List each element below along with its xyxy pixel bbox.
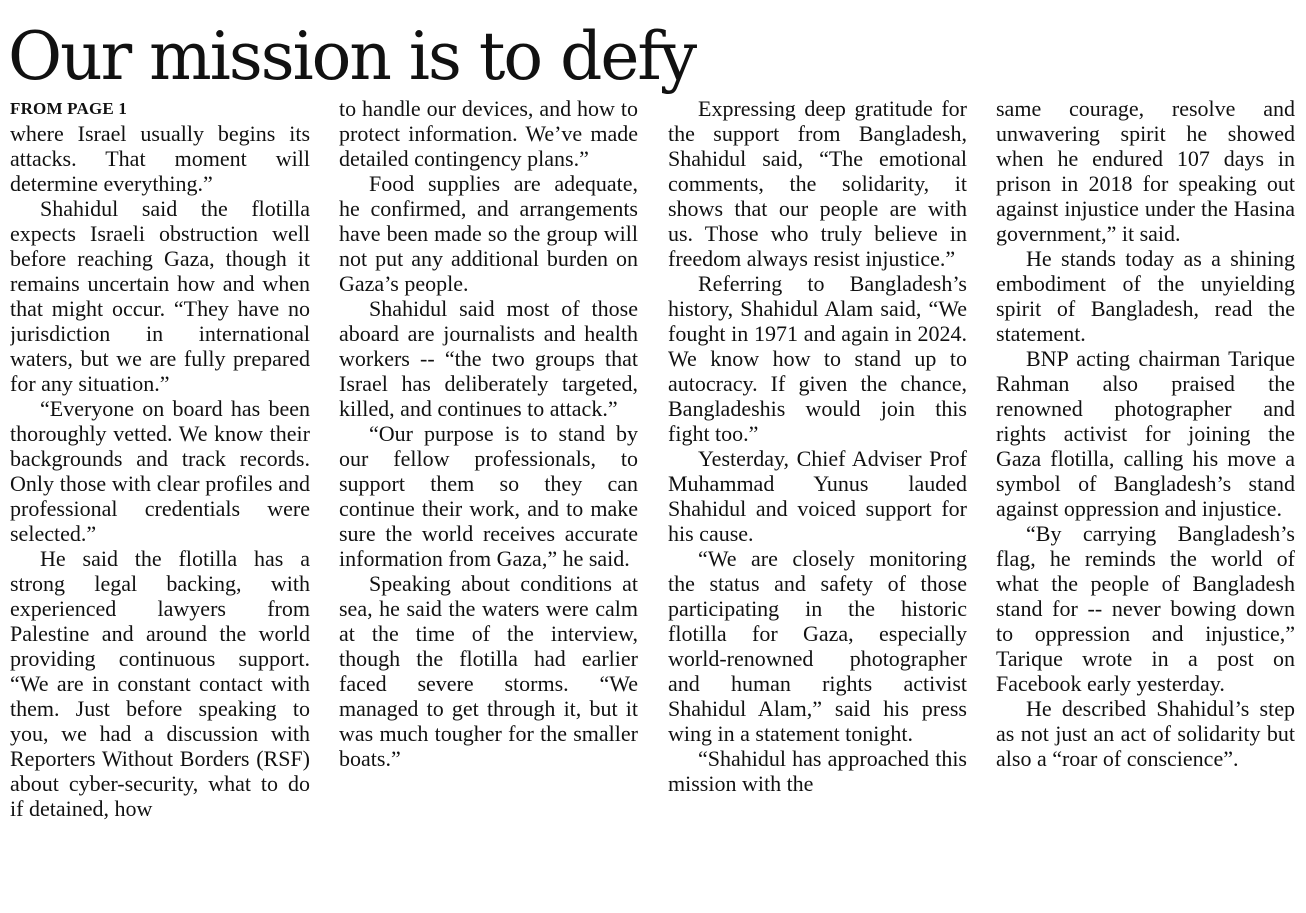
article-column-3: [668, 96, 967, 908]
article-column-4: [996, 96, 1295, 908]
paragraph: “By carrying Bangladesh’s flag, he reminds the world of what the people of Bangladesh stand for -- never bowing down to oppression and injustice,” Tarique wrote in a post on Facebook early yesterday.: [996, 521, 1295, 696]
paragraph: “Everyone on board has been thoroughly vetted. We know their backgrounds and track records. Only those with clear profiles and professional credentials were selected.”: [10, 396, 310, 546]
paragraph: BNP acting chairman Tarique Rahman also praised the renowned photographer and rights activist for joining the Gaza flotilla, calling his move a symbol of Bangladesh’s stand against oppression and injustice.: [996, 346, 1295, 521]
paragraph: where Israel usually begins its attacks. That moment will determine everything.”: [10, 121, 310, 196]
paragraph: same courage, resolve and unwavering spirit he showed when he endured 107 days in prison in 2018 for speaking out against injustice under the Hasina government,” it said.: [996, 96, 1295, 246]
paragraph: Shahidul said most of those aboard are journalists and health workers -- “the two groups that Israel has deliberately targeted, killed, and continues to attack.”: [339, 296, 638, 421]
paragraph: to handle our devices, and how to protect information. We’ve made detailed contingency plans.”: [339, 96, 638, 171]
paragraph: He stands today as a shining embodiment of the unyielding spirit of Bangladesh, read the statement.: [996, 246, 1295, 346]
article-column-1: [10, 96, 310, 908]
paragraph: Shahidul said the flotilla expects Israeli obstruction well before reaching Gaza, though it remains uncertain how and when that might occur. “They have no jurisdiction in international waters, but we are fully prepared for any situation.”: [10, 196, 310, 396]
dateline: FROM PAGE 1: [10, 99, 128, 118]
paragraph: “Shahidul has approached this mission with the: [668, 746, 967, 796]
paragraph: Expressing deep gratitude for the support from Bangladesh, Shahidul said, “The emotional comments, the solidarity, it shows that our people are with us. Those who truly believe in freedom always resist injustice.”: [668, 96, 967, 271]
paragraph: Yesterday, Chief Adviser Prof Muhammad Yunus lauded Shahidul and voiced support for his cause.: [668, 446, 967, 546]
paragraph: Food supplies are adequate, he confirmed, and arrangements have been made so the group will not put any additional burden on Gaza’s people.: [339, 171, 638, 296]
paragraph: He said the flotilla has a strong legal backing, with experienced lawyers from Palestine and around the world providing continuous support. “We are in constant contact with them. Just before speaking to you, we had a discussion with Reporters Without Borders (RSF) about cyber-security, what to do if detained, how: [10, 546, 310, 821]
article-headline: Our mission is to defy: [8, 18, 696, 95]
paragraph: He described Shahidul’s step as not just an act of solidarity but also a “roar of conscience”.: [996, 696, 1295, 771]
article-column-2: [339, 96, 638, 908]
paragraph: “Our purpose is to stand by our fellow professionals, to support them so they can continue their work, and to make sure the world receives accurate information from Gaza,” he said.: [339, 421, 638, 571]
paragraph: “We are closely monitoring the status and safety of those participating in the historic flotilla for Gaza, especially world-renowned photographer and human rights activist Shahidul Alam,” said his press wing in a statement tonight.: [668, 546, 967, 746]
paragraph: Referring to Bangladesh’s history, Shahidul Alam said, “We fought in 1971 and again in 2024. We know how to stand up to autocracy. If given the chance, Bangladeshis would join this fight too.”: [668, 271, 967, 446]
paragraph: Speaking about conditions at sea, he said the waters were calm at the time of the interview, though the flotilla had earlier faced severe storms. “We managed to get through it, but it was much tougher for the smaller boats.”: [339, 571, 638, 771]
